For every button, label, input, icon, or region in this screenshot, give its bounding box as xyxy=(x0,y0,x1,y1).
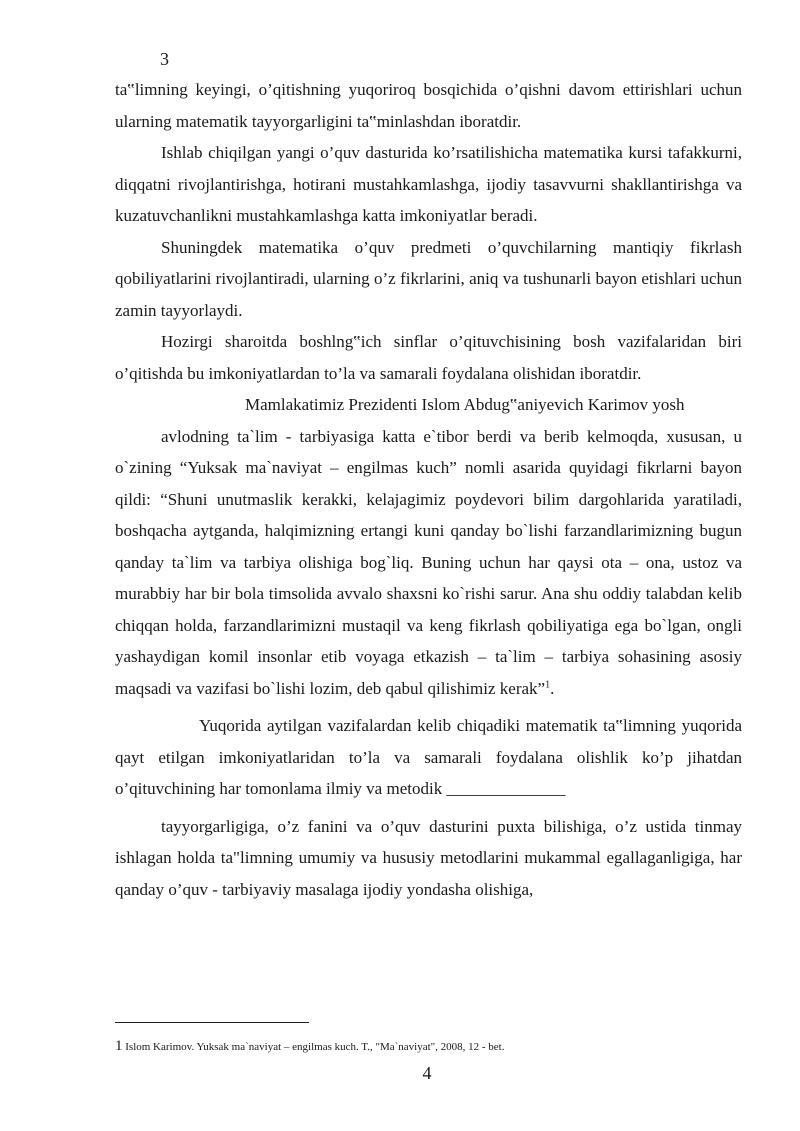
footnote xyxy=(115,1039,505,1054)
paragraph-4: Hozirgi sharoitda boshlng‟ich sinflar o’qituvchisining bosh vazifalaridan biri o’qitishda bu imkoniyatlardan to’la va samarali foydalana olishidan iboratdir. xyxy=(115,332,742,383)
paragraph-5: Mamlakatimiz Prezidenti Islom Abdug‟aniyevich Karimov yosh xyxy=(245,395,685,414)
quote-end: . xyxy=(550,678,555,698)
footnote-separator xyxy=(115,1022,309,1023)
footnote-reference[interactable]: 1 xyxy=(545,678,551,690)
paragraph-8: tayyorgarligiga, o’z fanini va o’quv dasturini puxta bilishiga, o’z ustida tinmay ishlagan holda ta"limning umumiy va hususiy metodlarini mukammal egallaganligiga, har qanday o’quv - tarbiyaviy masalaga ijodiy yondasha olishiga, xyxy=(115,816,742,899)
paragraph-6 xyxy=(115,421,742,705)
paragraph-1: ta‟limning keyingi, o’qitishning yuqoriroq bosqichida o’qishni davom ettirishlari uchun ularning matematik tayyorgarligini ta‟minlashdan iboratdir. xyxy=(115,80,742,131)
body-text xyxy=(115,74,742,905)
footnote-mark: 1 xyxy=(115,1038,123,1054)
paragraph-2: Ishlab chiqilgan yangi o’quv dasturida ko’rsatilishicha matematika kursi tafakkurni, diqqatni rivojlantirishga, hotirani mustahkamlashga, ijodiy tasavvurni shakllantirishga va kuzatuvchanlikni mustahkamlashga katta imkoniyatlar beradi. xyxy=(115,143,742,225)
paragraph-3: Shuningdek matematika o’quv predmeti o’quvchilarning mantiqiy fikrlash qobiliyatlarini rivojlantiradi, ularning o’z fikrlarini, aniq va tushunarli bayon etishlari uchun zamin tayyorlaydi. xyxy=(115,237,742,320)
page-number-bottom: 4 xyxy=(422,1063,432,1083)
footnote-text: Islom Karimov. Yuksak ma`naviyat – engilmas kuch. T., "Ma`naviyat", 2008, 12 - bet. xyxy=(122,1041,505,1053)
page-number-top: 3 xyxy=(160,49,169,69)
quote-text: avlodning ta`lim - tarbiyasiga katta e`tibor berdi va berib kelmoqda, xususan, u o`zining “Yuksak ma`naviyat – engilmas kuch” nomli asarida quyidagi fikrlarni bayon qildi: “Shuni unutmaslik kerakki, kelajagimiz poydevori bilim dargohlarida yaratiladi, boshqacha aytganda, halqimizning ertangi kuni qanday bo`lishi farzandlarimizning bugun qanday ta`lim va tarbiya olishiga bog`liq. Buning uchun har qaysi ota – ona, ustoz va murabbiy har bir bola timsolida avvalo shaxsni ko`rishi sarur. Ana shu oddiy talabdan kelib chiqqan holda, farzandlarimizni mustaqil va keng fikrlash qobiliyatiga ega bo`lgan, ongli yashaydigan komil insonlar etib voyaga etkazish – ta`lim – tarbiya sohasining asosiy maqsadi va vazifasi bo`lishi lozim, deb qabul qilishimiz kerak” xyxy=(115,426,742,698)
paragraph-7: Yuqorida aytilgan vazifalardan kelib chiqadiki matematik ta‟limning yuqorida qayt etilgan imkoniyatlaridan to’la va samarali foydalana olishlik ko’p jihatdan o’qituvchining har tomonlama ilmiy va metodik ______________ xyxy=(115,716,742,798)
